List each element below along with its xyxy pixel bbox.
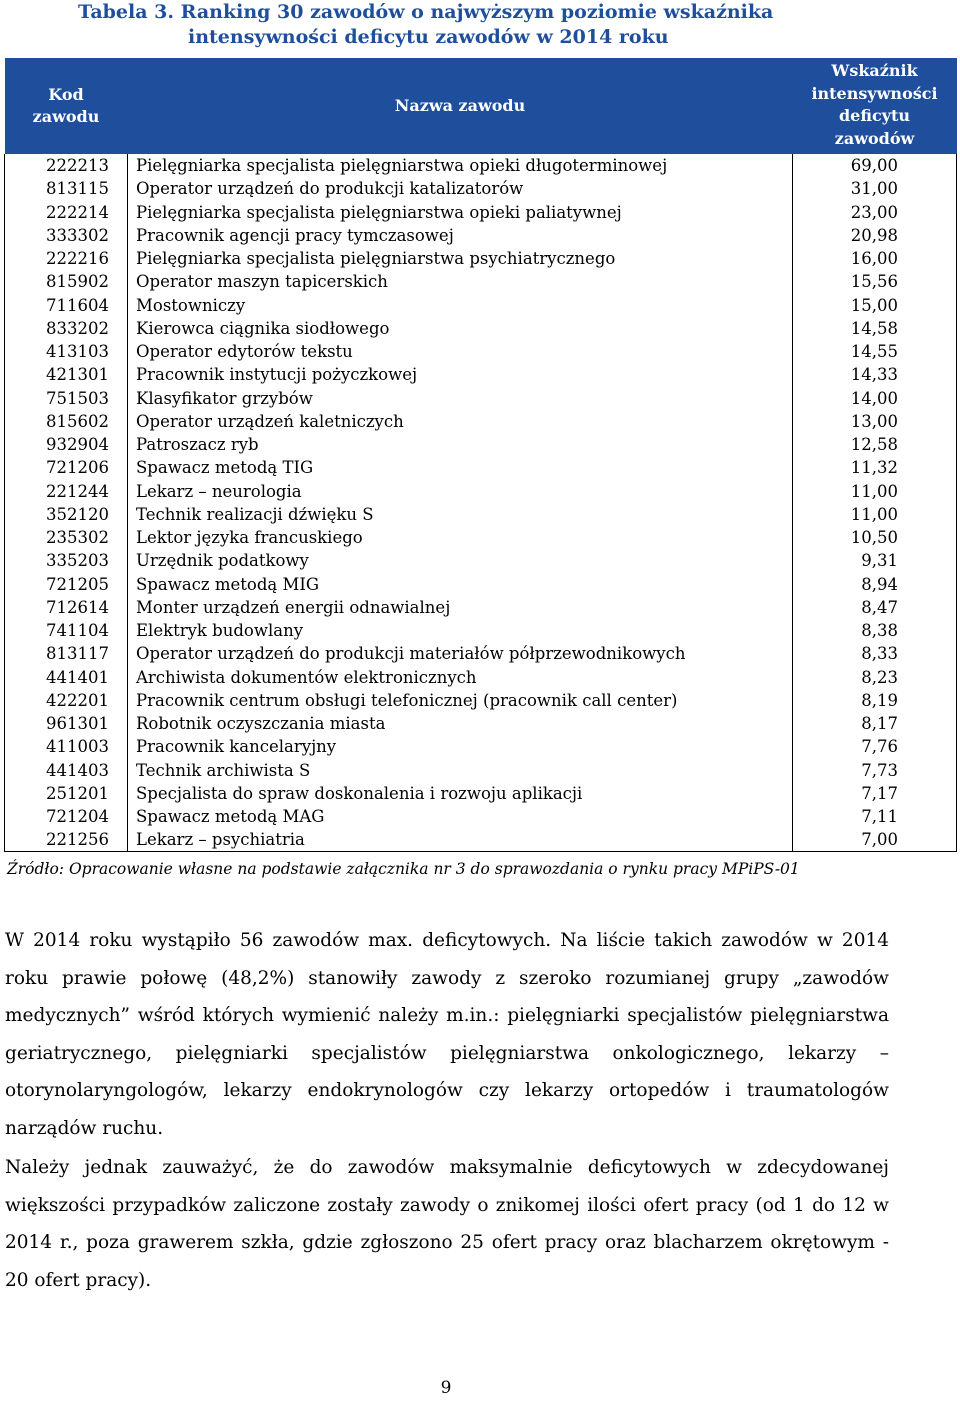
page-number: 9: [440, 1378, 452, 1398]
cell-name: Operator edytorów tekstu: [128, 340, 793, 363]
table-row: [5, 224, 957, 247]
cell-code: 222213: [5, 154, 128, 177]
cell-value: 8,19: [793, 689, 957, 712]
cell-name: Pielęgniarka specjalista pielęgniarstwa psychiatrycznego: [128, 247, 793, 270]
cell-name: Lekarz – neurologia: [128, 480, 793, 503]
cell-name: Klasyfikator grzybów: [128, 387, 793, 410]
cell-name: Archiwista dokumentów elektronicznych: [128, 666, 793, 689]
cell-code: 741104: [5, 619, 128, 642]
cell-value: 12,58: [793, 433, 957, 456]
paragraph-2: Należy jednak zauważyć, że do zawodów maksymalnie deficytowych w zdecydowanej większości przypadków zaliczone zostały zawody o znikomej ilości ofert pracy (od 1 do 12 w 2014 r., poza grawerem szkła, gdzie zgłoszono 25 ofert pracy oraz blacharzem okrętowym - 20 ofert pracy).: [5, 1157, 889, 1291]
cell-value: 15,00: [793, 294, 957, 317]
cell-value: 16,00: [793, 247, 957, 270]
table-row: [5, 828, 957, 852]
cell-code: 335203: [5, 549, 128, 572]
paragraph-1: W 2014 roku wystąpiło 56 zawodów max. deficytowych. Na liście takich zawodów w 2014 roku prawie połowę (48,2%) stanowiły zawody z szeroko rozumianej grupy „zawodów medycznych” wśród których wymienić należy m.in.: pielęgniarki specjalistów pielęgniarstwa geriatrycznego, pielęgniarki specjalistów pielęgniarstwa onkologicznego, lekarzy – otorynolaryngologów, lekarzy endokrynologów czy lekarzy ortopedów i traumatologów narządów ruchu.: [5, 930, 889, 1139]
cell-value: 7,11: [793, 805, 957, 828]
cell-name: Pielęgniarka specjalista pielęgniarstwa opieki paliatywnej: [128, 201, 793, 224]
cell-code: 815902: [5, 270, 128, 293]
cell-name: Spawacz metodą MIG: [128, 573, 793, 596]
table-row: [5, 596, 957, 619]
cell-name: Patroszacz ryb: [128, 433, 793, 456]
cell-code: 411003: [5, 735, 128, 758]
table-row: [5, 340, 957, 363]
cell-code: 251201: [5, 782, 128, 805]
cell-value: 14,33: [793, 363, 957, 386]
cell-value: 14,00: [793, 387, 957, 410]
cell-code: 352120: [5, 503, 128, 526]
cell-name: Operator urządzeń do produkcji katalizatorów: [128, 177, 793, 200]
cell-name: Spawacz metodą TIG: [128, 456, 793, 479]
cell-name: Operator urządzeń kaletniczych: [128, 410, 793, 433]
cell-name: Operator urządzeń do produkcji materiałów półprzewodnikowych: [128, 642, 793, 665]
table-row: [5, 782, 957, 805]
cell-code: 222216: [5, 247, 128, 270]
cell-name: Elektryk budowlany: [128, 619, 793, 642]
cell-name: Pracownik kancelaryjny: [128, 735, 793, 758]
cell-code: 721204: [5, 805, 128, 828]
cell-code: 221256: [5, 828, 128, 852]
table-row: [5, 666, 957, 689]
cell-code: 221244: [5, 480, 128, 503]
cell-code: 813115: [5, 177, 128, 200]
table-row: [5, 387, 957, 410]
cell-value: 7,17: [793, 782, 957, 805]
cell-code: 421301: [5, 363, 128, 386]
cell-name: Spawacz metodą MAG: [128, 805, 793, 828]
cell-name: Lekarz – psychiatria: [128, 828, 793, 852]
table-row: [5, 177, 957, 200]
table-row: [5, 456, 957, 479]
header-value: Wskaźnik intensywności deficytu zawodów: [793, 58, 957, 154]
cell-name: Lektor języka francuskiego: [128, 526, 793, 549]
table-row: [5, 154, 957, 177]
table-row: [5, 526, 957, 549]
ranking-table: [4, 58, 956, 852]
cell-name: Technik archiwista S: [128, 759, 793, 782]
table-row: [5, 410, 957, 433]
cell-name: Kierowca ciągnika siodłowego: [128, 317, 793, 340]
table-row: [5, 201, 957, 224]
cell-value: 20,98: [793, 224, 957, 247]
cell-name: Pielęgniarka specjalista pielęgniarstwa opieki długoterminowej: [128, 154, 793, 177]
table-row: [5, 805, 957, 828]
cell-code: 711604: [5, 294, 128, 317]
cell-value: 11,32: [793, 456, 957, 479]
table-row: [5, 549, 957, 572]
cell-name: Urzędnik podatkowy: [128, 549, 793, 572]
cell-name: Mostowniczy: [128, 294, 793, 317]
table-row: [5, 317, 957, 340]
cell-code: 815602: [5, 410, 128, 433]
table-row: [5, 503, 957, 526]
cell-name: Robotnik oczyszczania miasta: [128, 712, 793, 735]
cell-value: 7,76: [793, 735, 957, 758]
cell-code: 721206: [5, 456, 128, 479]
cell-value: 15,56: [793, 270, 957, 293]
table-row: [5, 480, 957, 503]
cell-value: 8,94: [793, 573, 957, 596]
header-name: Nazwa zawodu: [128, 58, 793, 154]
table-row: [5, 712, 957, 735]
cell-name: Operator maszyn tapicerskich: [128, 270, 793, 293]
table-header-row: [5, 58, 957, 154]
cell-value: 11,00: [793, 480, 957, 503]
table-row: [5, 433, 957, 456]
cell-code: 235302: [5, 526, 128, 549]
cell-value: 9,31: [793, 549, 957, 572]
cell-value: 13,00: [793, 410, 957, 433]
cell-value: 8,17: [793, 712, 957, 735]
cell-code: 441403: [5, 759, 128, 782]
table-row: [5, 619, 957, 642]
cell-value: 11,00: [793, 503, 957, 526]
cell-code: 333302: [5, 224, 128, 247]
cell-code: 932904: [5, 433, 128, 456]
cell-name: Specjalista do spraw doskonalenia i rozwoju aplikacji: [128, 782, 793, 805]
cell-name: Pracownik instytucji pożyczkowej: [128, 363, 793, 386]
cell-code: 961301: [5, 712, 128, 735]
cell-value: 14,58: [793, 317, 957, 340]
cell-code: 751503: [5, 387, 128, 410]
cell-code: 441401: [5, 666, 128, 689]
cell-value: 69,00: [793, 154, 957, 177]
cell-value: 31,00: [793, 177, 957, 200]
cell-value: 10,50: [793, 526, 957, 549]
header-code: Kod zawodu: [5, 58, 128, 154]
cell-code: 712614: [5, 596, 128, 619]
table-body: [5, 154, 957, 852]
table-row: [5, 642, 957, 665]
cell-code: 813117: [5, 642, 128, 665]
table-row: [5, 270, 957, 293]
cell-value: 7,73: [793, 759, 957, 782]
cell-value: 14,55: [793, 340, 957, 363]
cell-name: Monter urządzeń energii odnawialnej: [128, 596, 793, 619]
table-row: [5, 294, 957, 317]
table-row: [5, 689, 957, 712]
source-note: Źródło: Opracowanie własne na podstawie załącznika nr 3 do sprawozdania o rynku pracy MPiPS-01: [7, 860, 800, 878]
table-row: [5, 735, 957, 758]
cell-code: 833202: [5, 317, 128, 340]
table-row: [5, 363, 957, 386]
table-row: [5, 573, 957, 596]
cell-value: 7,00: [793, 828, 957, 852]
cell-value: 23,00: [793, 201, 957, 224]
caption-line-1: Tabela 3. Ranking 30 zawodów o najwyższym poziomie wskaźnika: [78, 1, 774, 23]
cell-code: 413103: [5, 340, 128, 363]
table-row: [5, 247, 957, 270]
cell-value: 8,38: [793, 619, 957, 642]
table-row: [5, 759, 957, 782]
table-caption: [78, 0, 898, 50]
cell-name: Pracownik agencji pracy tymczasowej: [128, 224, 793, 247]
cell-code: 222214: [5, 201, 128, 224]
cell-value: 8,33: [793, 642, 957, 665]
cell-code: 721205: [5, 573, 128, 596]
cell-name: Pracownik centrum obsługi telefonicznej (pracownik call center): [128, 689, 793, 712]
cell-value: 8,23: [793, 666, 957, 689]
caption-line-2: intensywności deficytu zawodów w 2014 roku: [188, 26, 669, 48]
cell-value: 8,47: [793, 596, 957, 619]
cell-name: Technik realizacji dźwięku S: [128, 503, 793, 526]
cell-code: 422201: [5, 689, 128, 712]
